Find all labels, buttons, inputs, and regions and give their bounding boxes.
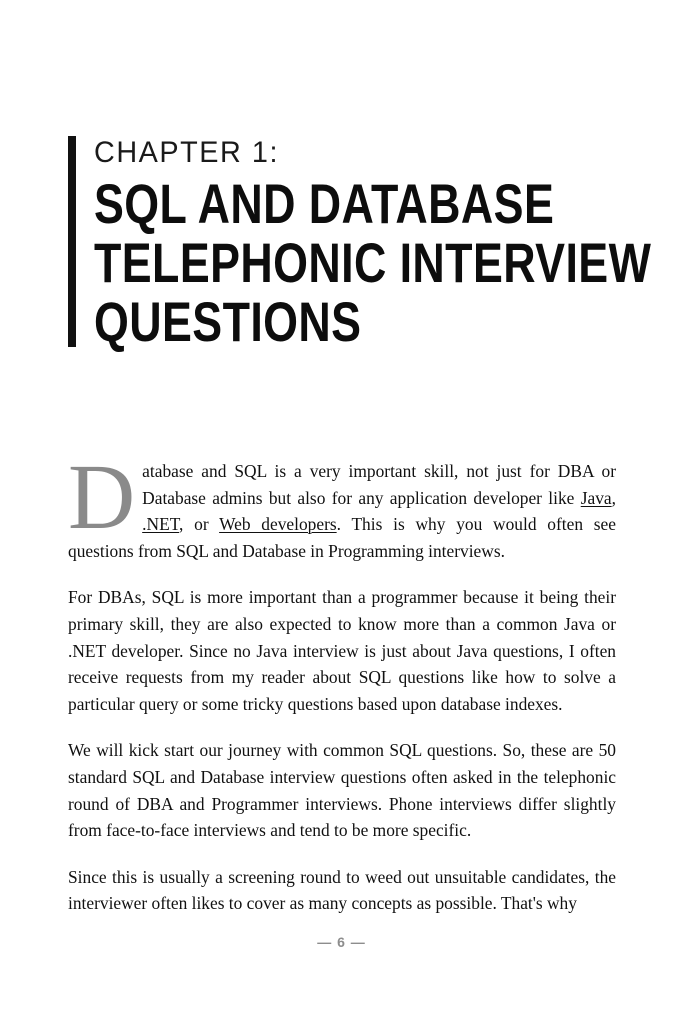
paragraph-screening: Since this is usually a screening round to weed out unsuitable candidates, the interviewer often likes to cover as many concepts as possible. That's why [68, 866, 616, 914]
underlined-term: .NET [142, 514, 180, 535]
chapter-title-line-3: QUESTIONS [94, 290, 362, 353]
paragraph-intro-text [68, 446, 616, 561]
chapter-title-line-2: TELEPHONIC INTERVIEW [94, 231, 652, 294]
body-copy [68, 446, 616, 917]
paragraph-intro [68, 446, 616, 564]
paragraph-text-run: , or [179, 514, 220, 535]
paragraph-text-run: . This is why you would often see questions from SQL and Database in Programming interviews. [68, 514, 616, 561]
drop-cap-letter: D [68, 446, 136, 549]
paragraph-kickstart: We will kick start our journey with common SQL questions. So, these are 50 standard SQL and Database interview questions often asked in the telephonic round of DBA and Programmer interviews. Phone interviews differ slightly from face-to-face interviews and tend to be more specific. [68, 740, 616, 841]
chapter-heading [68, 136, 652, 353]
chapter-title-line-1: SQL AND DATABASE [94, 172, 555, 235]
page-number-footer: — 6 — [317, 934, 366, 950]
paragraph-dbas: For DBAs, SQL is more important than a programmer because it being their primary skill, they are also expected to know more than a common Java or .NET developer. Since no Java interview is just about Java questions, I often receive requests from my reader about SQL questions like how to solve a particular query or some tricky questions based upon database indexes. [68, 587, 616, 714]
paragraph-text-run: , [611, 487, 616, 508]
underlined-term: Java [580, 487, 612, 508]
chapter-heading-text [76, 136, 683, 351]
paragraph-text-run: atabase and SQL is a very important skill, not just for DBA or Database admins but also for any application developer like [142, 461, 616, 508]
underlined-term: Web developers [219, 514, 337, 535]
chapter-eyebrow-label: CHAPTER 1: [94, 136, 280, 169]
chapter-accent-rule [68, 136, 76, 347]
